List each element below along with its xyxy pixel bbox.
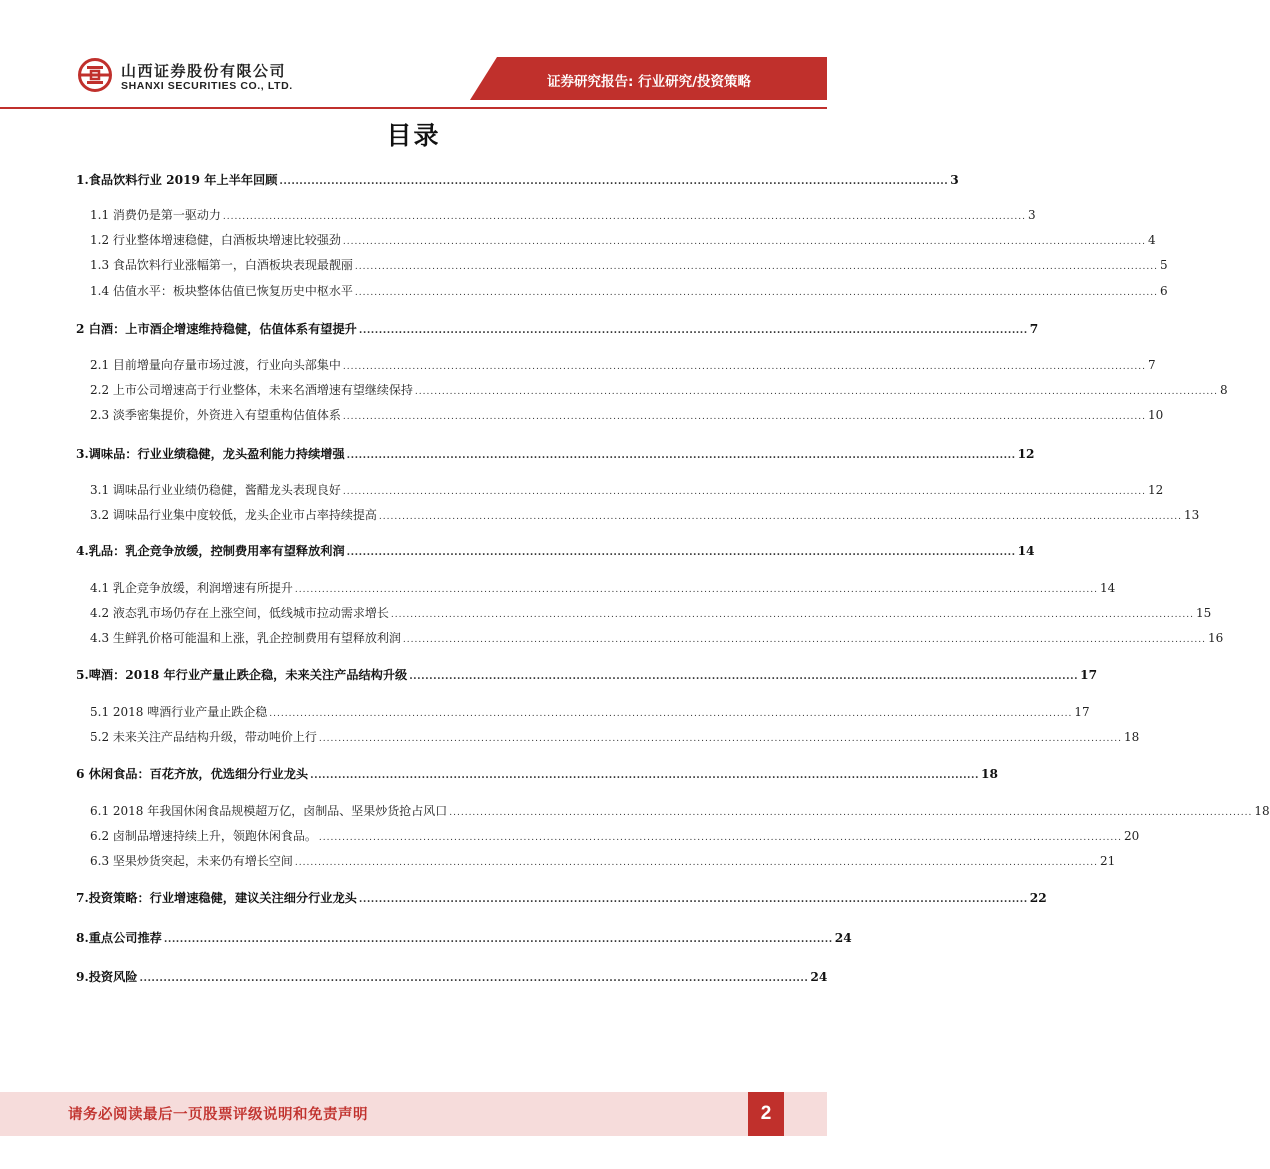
toc-leader-dots: ................................................................................................................................................................................................................ <box>342 237 1146 247</box>
toc-entry[interactable] <box>76 230 1156 250</box>
toc-entry-page: 20 <box>1123 829 1140 843</box>
toc-entry-page: 4 <box>1147 233 1156 247</box>
toc-entry-page: 7 <box>1147 358 1156 372</box>
toc-entry-text: 4.乳品：乳企竞争放缓，控制费用率有望释放利润 <box>76 544 345 558</box>
toc-entry-page: 24 <box>834 931 852 945</box>
toc-leader-dots: ................................................................................................................................................................................................................ <box>222 212 1026 222</box>
page-title: 目录 <box>386 121 441 150</box>
toc-entry[interactable] <box>76 578 1116 598</box>
toc-entry[interactable] <box>76 628 1224 648</box>
toc-entry[interactable] <box>76 801 1270 821</box>
toc-entry-page: 3 <box>1027 208 1036 222</box>
toc-entry[interactable] <box>76 281 1168 301</box>
toc-entry-page: 3 <box>950 173 959 187</box>
toc-entry[interactable] <box>76 702 1090 722</box>
toc-entry-text: 3.2 调味品行业集中度较低，龙头企业市占率持续提高 <box>90 508 377 522</box>
toc-entry[interactable] <box>76 851 1116 871</box>
toc-entry-text: 4.1 乳企竞争放缓，利润增速有所提升 <box>90 581 293 595</box>
toc-entry-text: 1.食品饮料行业 2019 年上半年回顾 <box>76 173 278 187</box>
toc-entry[interactable] <box>76 764 998 784</box>
toc-entry-page: 16 <box>1207 631 1224 645</box>
toc-entry-text: 6.1 2018 年我国休闲食品规模超万亿，卤制品、坚果炒货抢占风口 <box>90 804 448 818</box>
toc-entry[interactable] <box>76 170 959 190</box>
toc-entry-page: 24 <box>810 970 828 984</box>
toc-entry-page: 14 <box>1017 544 1035 558</box>
toc-entry-text: 9.投资风险 <box>76 970 138 984</box>
toc-entry-text: 2 白酒：上市酒企增速维持稳健，估值体系有望提升 <box>76 322 357 336</box>
toc-leader-dots: ........................................................................................................................................................................ <box>139 973 809 984</box>
toc-entry-page: 5 <box>1159 258 1168 272</box>
toc-leader-dots: ........................................................................................................................................................................ <box>310 770 979 781</box>
company-name-cn: 山西证券股份有限公司 <box>121 62 287 80</box>
toc-entry-page: 21 <box>1099 854 1116 868</box>
toc-leader-dots: ........................................................................................................................................................................ <box>163 934 833 945</box>
toc-entry[interactable] <box>76 319 1039 339</box>
toc-entry[interactable] <box>76 380 1228 400</box>
toc-entry-text: 8.重点公司推荐 <box>76 931 162 945</box>
toc-entry-page: 12 <box>1017 447 1035 461</box>
toc-entry-page: 18 <box>1123 730 1140 744</box>
report-type-label: 证券研究报告: 行业研究/投资策略 <box>546 74 752 90</box>
toc-entry-text: 1.4 估值水平：板块整体估值已恢复历史中枢水平 <box>90 284 353 298</box>
toc-entry-text: 4.2 液态乳市场仍存在上涨空间，低线城市拉动需求增长 <box>90 606 389 620</box>
toc-entry[interactable] <box>76 603 1212 623</box>
toc-entry-page: 13 <box>1183 508 1200 522</box>
toc-entry-text: 3.调味品：行业业绩稳健，龙头盈利能力持续增强 <box>76 447 345 461</box>
toc-entry-page: 18 <box>1254 804 1270 818</box>
toc-entry[interactable] <box>76 505 1200 525</box>
toc-entry-page: 7 <box>1029 322 1039 336</box>
toc-entry[interactable] <box>76 665 1098 685</box>
disclaimer-notice: 请务必阅读最后一页股票评级说明和免责声明 <box>68 1107 368 1123</box>
toc-leader-dots: ................................................................................................................................................................................................................ <box>294 585 1098 595</box>
toc-leader-dots: ................................................................................................................................................................................................................ <box>318 734 1122 744</box>
toc-leader-dots: ................................................................................................................................................................................................................ <box>269 709 1073 719</box>
toc-entry-text: 5.2 未来关注产品结构升级，带动吨价上行 <box>90 730 317 744</box>
toc-entry-text: 4.3 生鲜乳价格可能温和上涨，乳企控制费用有望释放利润 <box>90 631 401 645</box>
toc-leader-dots: ........................................................................................................................................................................ <box>346 450 1016 461</box>
toc-entry-page: 15 <box>1195 606 1212 620</box>
toc-entry-page: 22 <box>1029 891 1047 905</box>
toc-leader-dots: ................................................................................................................................................................................................................ <box>414 387 1218 397</box>
toc-entry[interactable] <box>76 541 1035 561</box>
toc-leader-dots: ........................................................................................................................................................................ <box>358 325 1028 336</box>
toc-entry-text: 3.1 调味品行业业绩仍稳健，酱醋龙头表现良好 <box>90 483 341 497</box>
toc-entry-text: 1.1 消费仍是第一驱动力 <box>90 208 221 222</box>
toc-entry[interactable] <box>76 928 852 948</box>
toc-entry[interactable] <box>76 888 1047 908</box>
toc-entry-text: 5.啤酒：2018 年行业产量止跌企稳，未来关注产品结构升级 <box>76 668 408 682</box>
toc-leader-dots: ........................................................................................................................................................................ <box>279 176 949 187</box>
toc-leader-dots: ................................................................................................................................................................................................................ <box>342 412 1146 422</box>
shanxi-securities-logo-icon <box>78 58 112 92</box>
toc-entry[interactable] <box>76 727 1140 747</box>
toc-entry-page: 18 <box>981 767 998 781</box>
toc-entry[interactable] <box>76 826 1140 846</box>
toc-entry[interactable] <box>76 255 1168 275</box>
page-header <box>0 0 827 120</box>
toc-entry-text: 2.3 淡季密集提价，外资进入有望重构估值体系 <box>90 408 341 422</box>
toc-entry-text: 1.2 行业整体增速稳健，白酒板块增速比较强劲 <box>90 233 341 247</box>
toc-entry[interactable] <box>76 480 1164 500</box>
toc-leader-dots: ........................................................................................................................................................................ <box>358 894 1028 905</box>
toc-entry-page: 8 <box>1219 383 1228 397</box>
toc-entry-page: 12 <box>1147 483 1164 497</box>
toc-leader-dots: ................................................................................................................................................................................................................ <box>402 635 1206 645</box>
toc-leader-dots: ................................................................................................................................................................................................................ <box>449 808 1253 818</box>
toc-entry-text: 7.投资策略：行业增速稳健，建议关注细分行业龙头 <box>76 891 357 905</box>
company-name-en: SHANXI SECURITIES CO., LTD. <box>121 80 293 92</box>
toc-leader-dots: ................................................................................................................................................................................................................ <box>342 487 1146 497</box>
toc-leader-dots: ................................................................................................................................................................................................................ <box>390 610 1194 620</box>
toc-entry[interactable] <box>76 405 1164 425</box>
toc-entry-text: 6 休闲食品：百花齐放，优选细分行业龙头 <box>76 767 309 781</box>
toc-entry-text: 2.1 目前增量向存量市场过渡，行业向头部集中 <box>90 358 341 372</box>
toc-entry-page: 6 <box>1159 284 1168 298</box>
toc-leader-dots: ................................................................................................................................................................................................................ <box>342 362 1146 372</box>
toc-entry-page: 10 <box>1147 408 1164 422</box>
toc-entry-text: 6.2 卤制品增速持续上升，领跑休闲食品。 <box>90 829 317 843</box>
toc-entry-page: 17 <box>1074 705 1090 719</box>
page-footer <box>0 1078 827 1169</box>
page-number: 2 <box>748 1092 784 1136</box>
toc-leader-dots: ................................................................................................................................................................................................................ <box>354 288 1158 298</box>
toc-entry-text: 5.1 2018 啤酒行业产量止跌企稳 <box>90 705 268 719</box>
toc-leader-dots: ................................................................................................................................................................................................................ <box>378 512 1182 522</box>
toc-leader-dots: ................................................................................................................................................................................................................ <box>354 262 1158 272</box>
toc-entry[interactable] <box>76 355 1156 375</box>
toc-leader-dots: ........................................................................................................................................................................ <box>346 547 1016 558</box>
toc-leader-dots: ........................................................................................................................................................................ <box>409 671 1079 682</box>
toc-entry-text: 2.2 上市公司增速高于行业整体，未来名酒增速有望继续保持 <box>90 383 413 397</box>
toc-entry[interactable] <box>76 205 1036 225</box>
toc-entry-page: 17 <box>1080 668 1098 682</box>
toc-leader-dots: ................................................................................................................................................................................................................ <box>318 833 1122 843</box>
toc-entry-text: 6.3 坚果炒货突起，未来仍有增长空间 <box>90 854 293 868</box>
toc-entry[interactable] <box>76 967 828 987</box>
toc-entry[interactable] <box>76 444 1035 464</box>
toc-leader-dots: ................................................................................................................................................................................................................ <box>294 858 1098 868</box>
toc-entry-page: 14 <box>1099 581 1116 595</box>
toc-entry-text: 1.3 食品饮料行业涨幅第一，白酒板块表现最靓丽 <box>90 258 353 272</box>
